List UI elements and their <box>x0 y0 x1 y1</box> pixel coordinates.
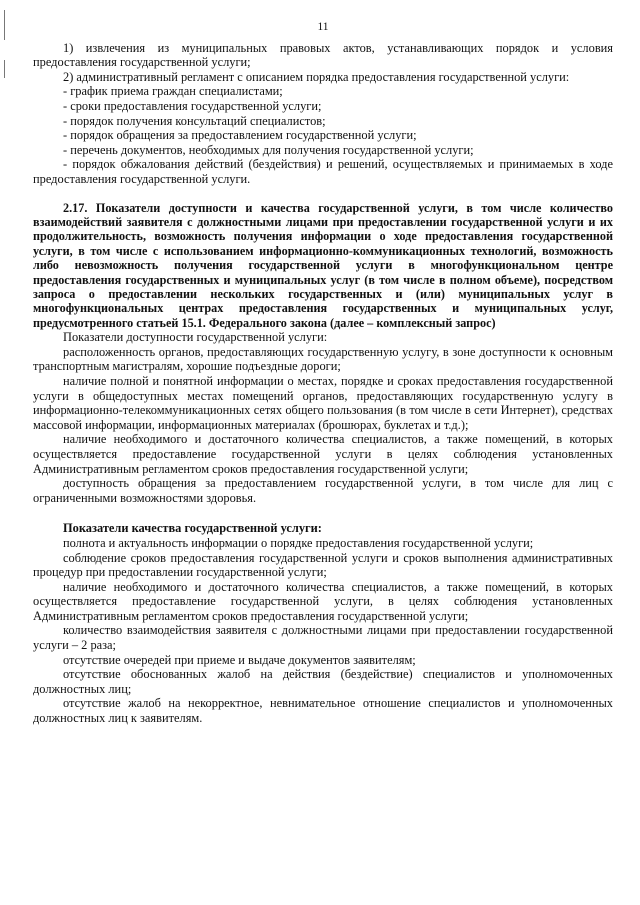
quality-item: отсутствие очередей при приеме и выдаче документов заявителям; <box>63 652 416 667</box>
accessibility-item: наличие полной и понятной информации о местах, порядке и сроках предоставления государственной услуги в общедоступных местах помещений органов, предоставляющих государственную услугу в информационно-телекоммуникационных сетях общего пользования (в том числе в сети Интернет), средствах массовой информации, информационных материалах (брошюрах, буклетах и т.д.); <box>33 373 613 432</box>
accessibility-title: Показатели доступности государственной услуги: <box>63 330 328 345</box>
scan-margin-mark-lower <box>4 60 5 78</box>
sub-list-item: - сроки предоставления государственной услуги; <box>63 98 322 113</box>
section-heading: 2.17. Показатели доступности и качества государственной услуги, в том числе количество взаимодействий заявителя с должностными лицами при предоставлении государственной услуги и их продолжительность, возможность получения информации о ходе предоставления государственной услуги, в том числе с использованием информационно-коммуникационных технологий, возможность либо невозможность получения государственной услуги в многофункциональном центре предоставления государственных и муниципальных услуг (в том числе в полном объеме), посредством запроса о предоставлении нескольких государственных и (или) муниципальных услуг в многофункциональных центрах предоставления государственных и муниципальных услуг, предусмотренного статьей 15.1. Федерального закона (далее – комплексный запрос) <box>33 200 613 330</box>
quality-item: количество взаимодействия заявителя с должностными лицами при предоставлении государственной услуги – 2 раза; <box>33 623 613 653</box>
accessibility-item: доступность обращения за предоставлением государственной услуги, в том числе для лиц с ограниченными возможностями здоровья. <box>33 476 613 505</box>
sub-list-item: - порядок обращения за предоставлением государственной услуги; <box>63 128 417 143</box>
sub-list-item: - порядок получения консультаций специалистов; <box>63 113 326 128</box>
sub-list-item: - порядок обжалования действий (бездействия) и решений, осуществляемых и принимаемых в ходе предоставления государственной услуги. <box>33 157 613 186</box>
accessibility-item: наличие необходимого и достаточного количества специалистов, а также помещений, в которых осуществляется предоставление государственной услуги в целях соблюдения установленных Административным регламентом сроков предоставления государственной услуги; <box>33 432 613 476</box>
scan-margin-mark-top <box>4 10 5 40</box>
accessibility-item: расположенность органов, предоставляющих государственную услугу, в зоне доступности к основным транспортным магистралям, хорошие подъездные дороги; <box>33 344 613 374</box>
quality-item: отсутствие жалоб на некорректное, невнимательное отношение специалистов и уполномоченных должностных лиц к заявителям. <box>33 696 613 726</box>
list-item: 2) административный регламент с описанием порядка предоставления государственной услуги: <box>63 69 570 84</box>
list-item: 1) извлечения из муниципальных правовых актов, устанавливающих порядок и условия предоставления государственной услуги; <box>33 40 613 70</box>
sub-list-item: - график приема граждан специалистами; <box>63 84 283 99</box>
quality-title: Показатели качества государственной услуги: <box>63 521 322 536</box>
page-number: 11 <box>317 21 329 33</box>
quality-item: отсутствие обоснованных жалоб на действия (бездействие) специалистов и уполномоченных должностных лиц; <box>33 667 613 696</box>
document-page <box>33 20 613 726</box>
quality-item: полнота и актуальность информации о порядке предоставления государственной услуги; <box>63 535 534 550</box>
sub-list-item: - перечень документов, необходимых для получения государственной услуги; <box>63 142 474 157</box>
quality-item: наличие необходимого и достаточного количества специалистов, а также помещений, в которых осуществляется предоставление государственной услуги, в целях соблюдения установленных Административным регламентом сроков предоставления государственной услуги; <box>33 579 613 623</box>
quality-item: соблюдение сроков предоставления государственной услуги и сроков выполнения административных процедур при предоставлении государственной услуги; <box>33 550 613 580</box>
